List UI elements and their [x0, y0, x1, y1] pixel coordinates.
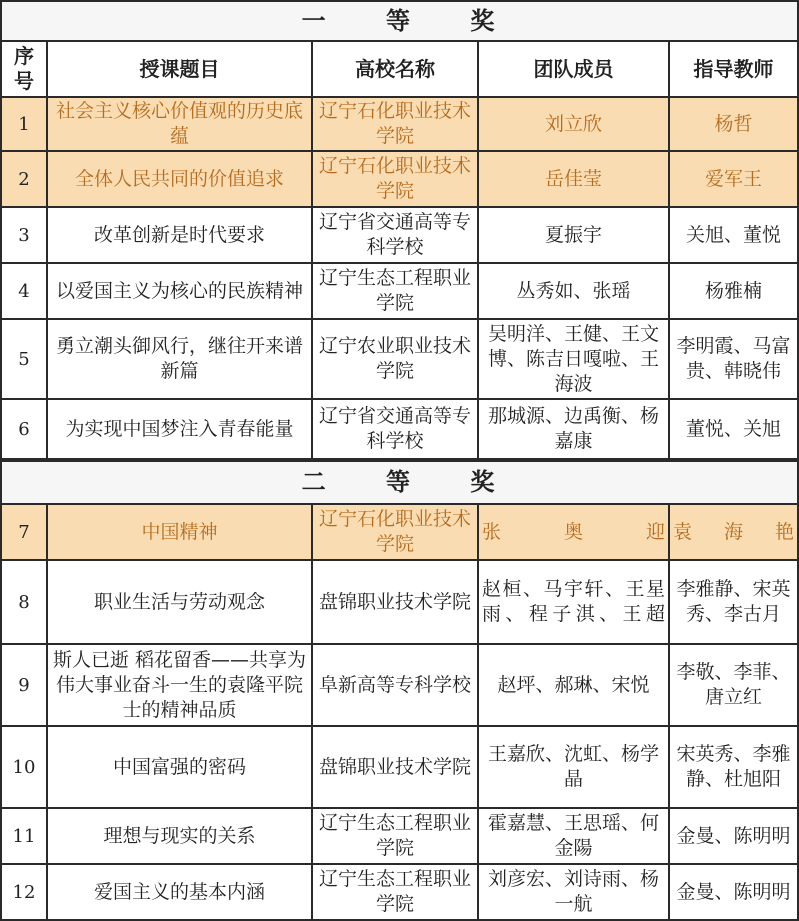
table-row-instructors-text: 金曼、陈明明: [676, 880, 791, 903]
table-row-course-topic-text: 中国富强的密码: [112, 755, 246, 778]
table-row-team-members: [479, 645, 670, 727]
table-row-row-number-text: 1: [18, 113, 30, 135]
table-row-course-topic-text: 理想与现实的关系: [103, 824, 256, 847]
table-row-team-members-text: 吴明洋、王健、王文博、陈吉日嘎啦、王海波: [487, 322, 659, 395]
table-row-course-topic-text: 爱国主义的基本内涵: [93, 880, 265, 903]
table-row-school-name: [313, 320, 479, 400]
table-row-row-number: [0, 208, 48, 264]
header-school-name-text: 高校名称: [355, 56, 435, 81]
table-row-row-number: [0, 865, 48, 921]
header-row-number: [0, 42, 48, 98]
table-row-team-members: [479, 208, 670, 264]
section-title: [0, 460, 799, 505]
table-row-school-name-text: 辽宁石化职业技术学院: [318, 100, 471, 147]
table-row-course-topic-text: 勇立潮头御风行，继往开来谱新篇: [55, 335, 303, 382]
table-row-instructors: [670, 505, 799, 561]
table-row-course-topic-text: 社会主义核心价值观的历史底蕴: [55, 100, 303, 147]
table-row-course-topic-text: 斯人已逝 稻花留香——共享为伟大事业奋斗一生的袁隆平院士的精神品质: [52, 648, 307, 721]
table-row-team-members: [479, 264, 670, 320]
table-row-instructors-text: 袁海艳: [673, 520, 794, 543]
table-row-course-topic-text: 以爱国主义为核心的民族精神: [55, 279, 303, 302]
table-row-team-members-text: 霍嘉慧、王思瑶、何金陽: [487, 812, 659, 859]
header-course-topic-text: 授课题目: [139, 56, 220, 81]
table-row-team-members-text: 刘立欣: [544, 112, 602, 135]
table-row-team-members-text: 赵桓、马宇轩、王星雨、程子淇、王超: [482, 578, 665, 625]
table-row-school-name: [313, 152, 479, 208]
table-row-instructors: [670, 400, 799, 460]
table-row-row-number: [0, 645, 48, 727]
table-row-team-members-text: 丛秀如、张瑶: [516, 279, 631, 302]
table-row-course-topic: [48, 400, 313, 460]
table-row-course-topic: [48, 505, 313, 561]
table-row-instructors-text: 杨哲: [714, 112, 753, 135]
table-row-instructors-text: 李雅静、宋英秀、李古月: [676, 578, 791, 625]
table-row-instructors: [670, 98, 799, 152]
table-row-instructors-text: 李敬、李菲、 唐立红: [676, 661, 791, 708]
table-row-course-topic-text: 全体人民共同的价值追求: [74, 167, 284, 190]
table-row-instructors-text: 爱军王: [704, 167, 762, 190]
table-row-school-name-text: 辽宁生态工程职业学院: [318, 267, 471, 314]
table-row-row-number-text: 4: [18, 280, 30, 302]
table-row-school-name-text: 辽宁生态工程职业学院: [318, 812, 471, 859]
table-row-row-number-text: 11: [12, 825, 36, 847]
table-row-course-topic: [48, 98, 313, 152]
table-row-row-number-text: 9: [18, 674, 30, 696]
table-row-team-members-text: 那城源、边禹衡、杨嘉康: [487, 405, 659, 452]
table-row-school-name-text: 辽宁省交通高等专科学校: [318, 211, 471, 258]
table-row-team-members: [479, 809, 670, 865]
table-row-team-members: [479, 400, 670, 460]
table-row-instructors-text: 李明霞、马富贵、韩晓伟: [676, 335, 791, 382]
table-row-instructors-text: 金曼、陈明明: [676, 824, 791, 847]
table-row-team-members: [479, 320, 670, 400]
table-row-school-name-text: 盘锦职业技术学院: [318, 590, 471, 613]
table-row-course-topic: [48, 320, 313, 400]
table-row-course-topic-text: 改革创新是时代要求: [93, 223, 265, 246]
table-row-row-number-text: 10: [12, 756, 36, 778]
table-row-instructors-text: 关旭、董悦: [685, 223, 781, 246]
header-row-number-text: 序号: [14, 44, 34, 93]
table-row-row-number: [0, 400, 48, 460]
table-row-course-topic: [48, 208, 313, 264]
table-row-team-members: [479, 727, 670, 809]
table-row-row-number-text: 12: [12, 881, 36, 903]
table-row-school-name: [313, 505, 479, 561]
table-row-course-topic: [48, 865, 313, 921]
table-row-school-name: [313, 208, 479, 264]
section-title: [0, 0, 799, 42]
table-row-team-members-text: 赵坪、郝琳、宋悦: [497, 673, 650, 696]
table-row-school-name: [313, 865, 479, 921]
header-school-name: [313, 42, 479, 98]
table-row-team-members-text: 刘彦宏、刘诗雨、杨一航: [487, 868, 659, 915]
table-row-team-members-text: 张奥迎: [482, 520, 665, 543]
table-row-row-number: [0, 152, 48, 208]
table-row-course-topic-text: 为实现中国梦注入青春能量: [65, 417, 294, 440]
table-row-instructors: [670, 320, 799, 400]
table-row-row-number-text: 2: [18, 168, 30, 190]
table-row-course-topic: [48, 152, 313, 208]
table-row-instructors: [670, 645, 799, 727]
table-row-school-name-text: 辽宁农业职业技术学院: [318, 335, 471, 382]
table-row-row-number: [0, 727, 48, 809]
table-row-school-name: [313, 809, 479, 865]
table-row-row-number: [0, 320, 48, 400]
header-instructors-text: 指导教师: [693, 56, 774, 81]
table-row-row-number-text: 3: [18, 224, 30, 246]
table-row-school-name-text: 辽宁石化职业技术学院: [318, 508, 471, 555]
table-row-team-members: [479, 505, 670, 561]
table-row-school-name-text: 盘锦职业技术学院: [318, 755, 471, 778]
header-team-members: [479, 42, 670, 98]
table-row-course-topic: [48, 264, 313, 320]
table-row-instructors: [670, 208, 799, 264]
table-row-instructors-text: 杨雅楠: [704, 279, 762, 302]
table-row-row-number-text: 7: [18, 521, 30, 543]
table-row-school-name: [313, 727, 479, 809]
table-row-course-topic-text: 职业生活与劳动观念: [93, 590, 265, 613]
table-row-team-members: [479, 865, 670, 921]
table-row-school-name-text: 辽宁省交通高等专科学校: [318, 405, 471, 452]
table-row-instructors: [670, 264, 799, 320]
table-row-school-name: [313, 400, 479, 460]
table-row-row-number: [0, 98, 48, 152]
table-row-team-members: [479, 561, 670, 645]
table-row-team-members: [479, 152, 670, 208]
table-row-school-name-text: 辽宁石化职业技术学院: [318, 155, 471, 202]
table-row-course-topic: [48, 809, 313, 865]
table-row-team-members-text: 王嘉欣、沈虹、杨学晶: [487, 743, 659, 790]
table-row-instructors-text: 宋英秀、李雅静、杜旭阳: [676, 743, 791, 790]
table-row-course-topic-text: 中国精神: [141, 520, 218, 543]
table-row-instructors: [670, 727, 799, 809]
table-row-instructors: [670, 152, 799, 208]
table-row-course-topic: [48, 561, 313, 645]
table-row-team-members-text: 岳佳莹: [544, 167, 602, 190]
header-team-members-text: 团队成员: [533, 56, 614, 81]
table-row-instructors: [670, 561, 799, 645]
table-row-row-number-text: 5: [18, 348, 30, 370]
table-row-school-name: [313, 98, 479, 152]
section-title-text: 一 等 奖: [301, 6, 521, 35]
table-row-instructors-text: 董悦、关旭: [685, 417, 781, 440]
table-row-row-number: [0, 264, 48, 320]
table-row-school-name: [313, 645, 479, 727]
table-row-row-number: [0, 561, 48, 645]
table-row-school-name: [313, 561, 479, 645]
table-row-instructors: [670, 809, 799, 865]
table-row-school-name-text: 辽宁生态工程职业学院: [318, 868, 471, 915]
header-instructors: [670, 42, 799, 98]
table-row-school-name-text: 阜新高等专科学校: [318, 673, 471, 696]
table-row-row-number: [0, 505, 48, 561]
table-row-row-number-text: 8: [18, 591, 30, 613]
table-row-course-topic: [48, 727, 313, 809]
table-row-team-members: [479, 98, 670, 152]
table-row-team-members-text: 夏振宇: [544, 223, 602, 246]
table-row-row-number: [0, 809, 48, 865]
table-row-row-number-text: 6: [18, 418, 30, 440]
header-course-topic: [48, 42, 313, 98]
section-title-text: 二 等 奖: [301, 468, 521, 496]
table-row-school-name: [313, 264, 479, 320]
table-row-instructors: [670, 865, 799, 921]
table-row-course-topic: [48, 645, 313, 727]
